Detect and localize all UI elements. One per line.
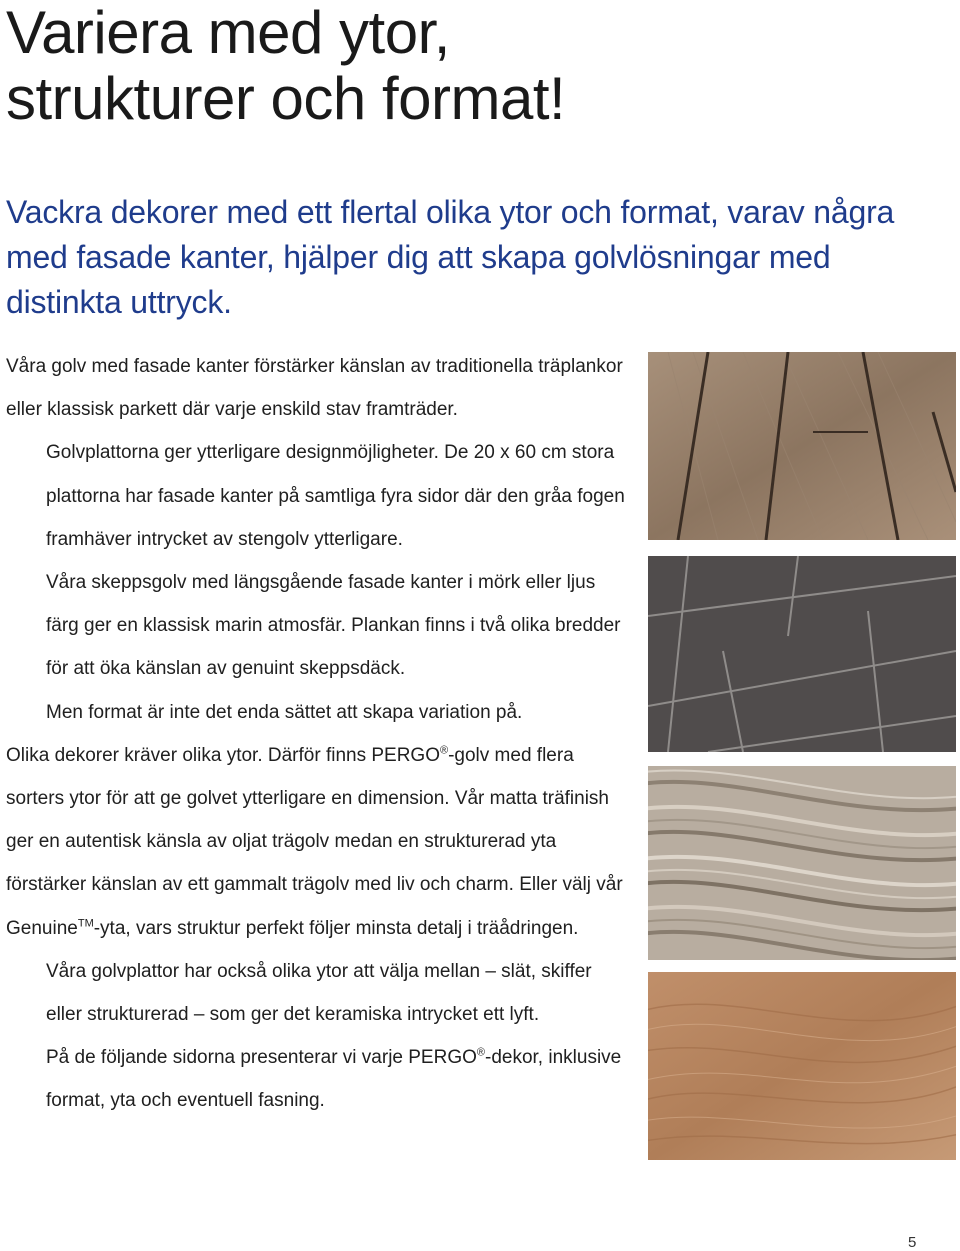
paragraph-following-pages bbox=[6, 1036, 626, 1122]
surfaces-text-3: -yta, vars struktur perfekt följer minsta detalj i träådringen. bbox=[93, 917, 579, 939]
paragraph-variation: Men format är inte det enda sättet att skapa variation på. bbox=[46, 701, 523, 723]
intro-text: Vackra dekorer med ett flertal olika ytor och format, varav några med fasade kanter, hjälper dig att skapa golvlösningar med distinkta uttryck. bbox=[6, 194, 895, 320]
title-line-1: Variera med ytor, bbox=[6, 0, 450, 66]
title-line-2: strukturer och format! bbox=[6, 65, 566, 132]
surfaces-text-1: Olika dekorer kräver olika ytor. Därför finns PERGO bbox=[6, 744, 440, 766]
paragraph-bevel: Våra golv med fasade kanter förstärker känslan av traditionella träplankor eller klassisk parkett där varje enskild stav framträder. bbox=[6, 356, 623, 421]
paragraph-surfaces bbox=[6, 734, 626, 950]
surfaces-text-2: -golv med flera sorters ytor för att ge golvet ytterligare en dimension. Vår matta träfinish ger en autentisk känsla av oljat trägolv medan en strukturerad yta förstärker känslan av ett gammalt trägolv med liv och charm. Eller välj vår Genuine bbox=[6, 744, 623, 939]
page-number: 5 bbox=[908, 1234, 917, 1251]
page-title bbox=[6, 0, 646, 132]
body-text bbox=[6, 345, 626, 1123]
registered-mark-2: ® bbox=[476, 1046, 485, 1059]
wood-grain-texture-image bbox=[648, 766, 956, 960]
beveled-wood-floor-image bbox=[648, 352, 956, 540]
dark-tile-floor-image bbox=[648, 556, 956, 752]
final-text-2: -dekor, inklusive format, yta och eventuell fasning. bbox=[46, 1047, 622, 1112]
paragraph-ship-deck: Våra skeppsgolv med längsgående fasade kanter i mörk eller ljus färg ger en klassisk marin atmosfär. Plankan finns i två olika bredder för att öka känslan av genuint skeppsdäck. bbox=[46, 572, 621, 680]
registered-mark: ® bbox=[439, 744, 449, 757]
final-text-1: På de följande sidorna presenterar vi varje PERGO bbox=[46, 1047, 477, 1069]
trademark-mark: TM bbox=[77, 917, 94, 930]
oak-surface-image bbox=[648, 972, 956, 1160]
paragraph-tiles-format: Golvplattorna ger ytterligare designmöjligheter. De 20 x 60 cm stora plattorna har fasade kanter på samtliga fyra sidor där den gråa fogen framhäver intrycket av stengolv ytterligare. bbox=[46, 442, 625, 550]
paragraph-tile-surfaces: Våra golvplattor har också olika ytor att välja mellan – slät, skiffer eller strukturerad – som ger det keramiska intrycket ett lyft. bbox=[46, 960, 592, 1026]
